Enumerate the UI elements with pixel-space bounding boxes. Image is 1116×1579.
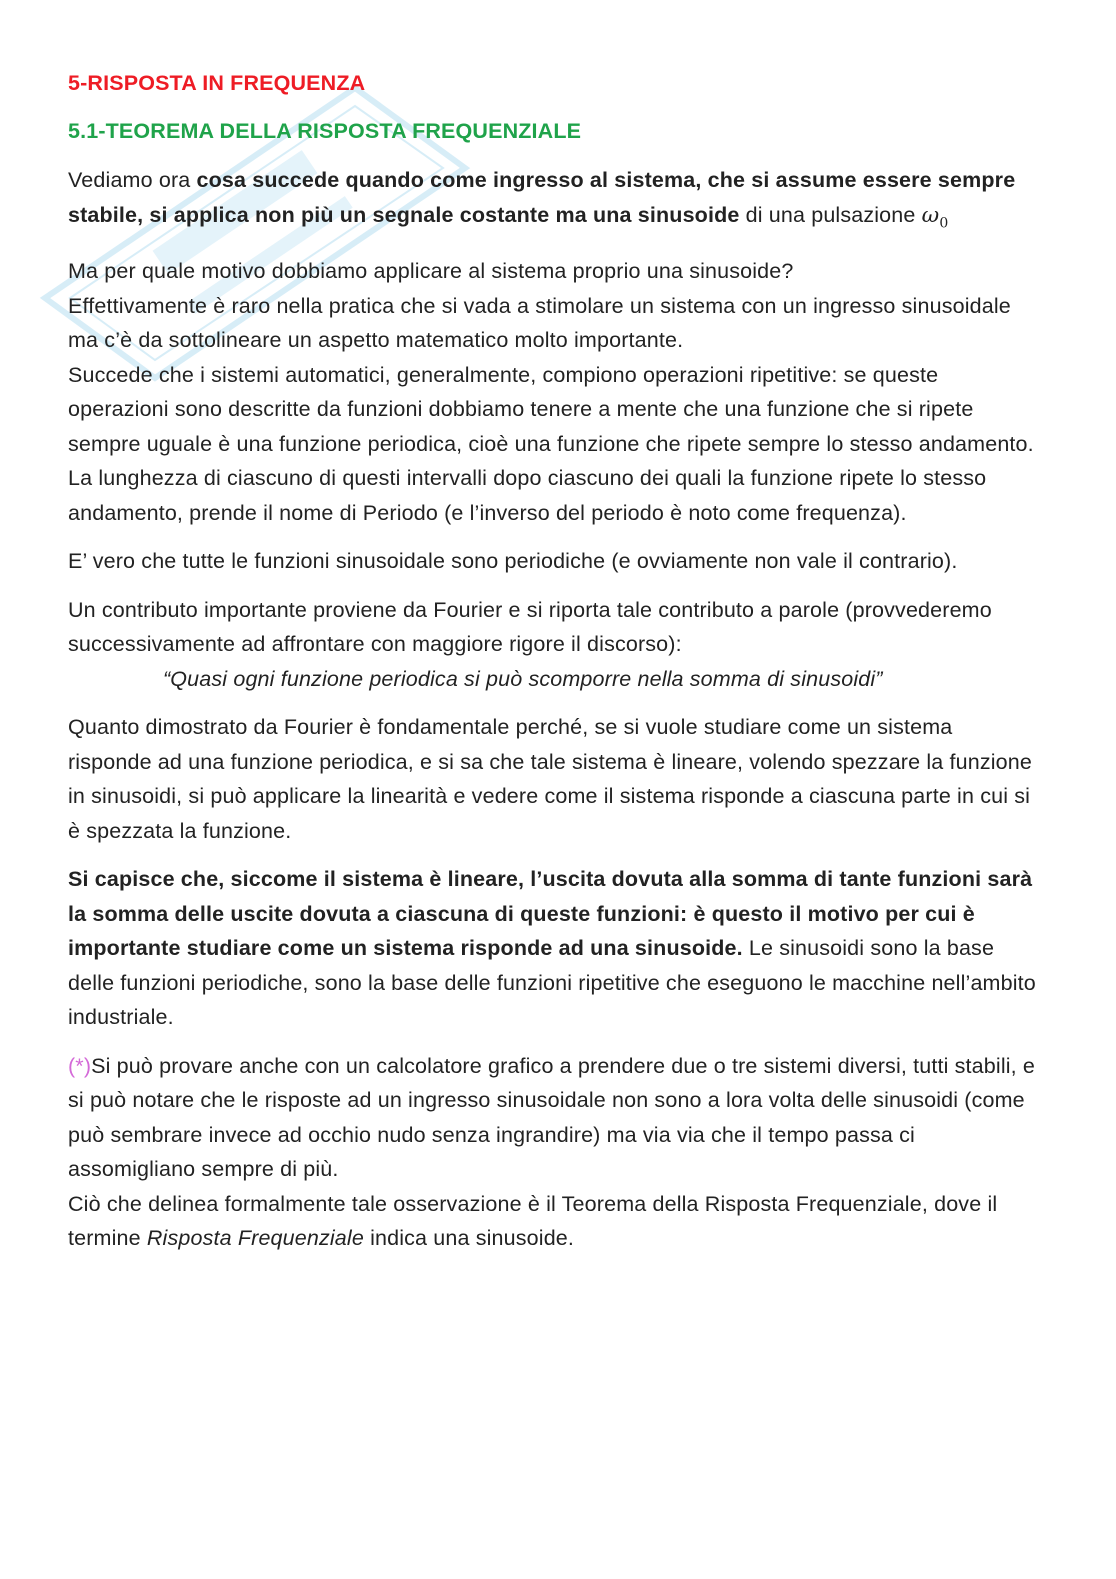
motivation-line-3: Succede che i sistemi automatici, generalmente, compiono operazioni ripetitive: se queste operazioni sono descritte da funzioni dobbiamo tenere a mente che una funzione che si ripete sempre uguale è una funzione periodica, cioè una funzione che ripete sempre lo stesso andamento. (68, 362, 1034, 456)
linearity-paragraph: Quanto dimostrato da Fourier è fondamentale perché, se si vuole studiare come un sistema risponde ad una funzione periodica, e si sa che tale sistema è lineare, volendo spezzare la funzione in sinusoidi, si può applicare la linearità e vedere come il sistema risponde a ciascuna parte in cui si è spezzata la funzione. (68, 715, 1032, 843)
note-text-1: Si può provare anche con un calcolatore grafico a prendere due o tre sistemi diversi, tutti stabili, e si può notare che le risposte ad un ingresso sinusoidale non sono a lora volta delle sinusoidi (come può sembrare invece ad occhio nudo senza ingrandire) ma via via che il tempo passa ci assomigliano sempre di più. (68, 1053, 1036, 1182)
note-marker: (*) (68, 1053, 92, 1078)
intro-text-1: Vediamo ora (68, 168, 197, 192)
fourier-text: Un contributo importante proviene da Fourier e si riporta tale contributo a parole (provvederemo successivamente ad affrontare con maggiore rigore il discorso): (68, 597, 992, 657)
periodic-paragraph: E’ vero che tutte le funzioni sinusoidale sono periodiche (e ovviamente non vale il contrario). (68, 549, 958, 574)
omega-subscript: 0 (939, 214, 949, 231)
fourier-quote: “Quasi ogni funzione periodica si può scomporre nella somma di sinusoidi” (163, 666, 883, 691)
omega-letter: ω (921, 202, 940, 228)
motivation-question: Ma per quale motivo dobbiamo applicare al sistema proprio una sinusoide? (68, 259, 794, 284)
motivation-line-4: La lunghezza di ciascuno di questi intervalli dopo ciascuno dei quali la funzione ripete lo stesso andamento, prende il nome di Periodo (e l’inverso del periodo è noto come frequenza). (68, 466, 987, 525)
note-text-2: Ciò che delinea formalmente tale osservazione è il Teorema della Risposta Frequenziale, dove il termine (68, 1191, 998, 1251)
note-italic-term: Risposta Frequenziale (146, 1226, 364, 1251)
conclusion-text: Le sinusoidi sono la base delle funzioni periodiche, sono la base delle funzioni ripetitive che eseguono le macchine nell’ambito industriale. (68, 936, 1036, 1030)
chapter-heading: 5-RISPOSTA IN FREQUENZA (68, 71, 366, 95)
note-paragraph (68, 1049, 1040, 1256)
conclusion-bold-text: Si capisce che, siccome il sistema è lineare, l’uscita dovuta alla somma di tante funzioni sarà la somma delle uscite dovuta a ciascuna di queste funzioni: è questo il motivo per cui è importante studiare come un sistema risponde ad una sinusoide. (68, 867, 1033, 961)
conclusion-paragraph (68, 862, 1040, 1035)
intro-bold-text: cosa succede quando come ingresso al sistema, che si assume essere sempre stabile, si applica non più un segnale costante ma una sinusoide (68, 168, 1016, 227)
document-body (68, 66, 1040, 1256)
motivation-line-2: Effettivamente è raro nella pratica che si vada a stimolare un sistema con un ingresso sinusoidale ma c’è da sottolineare un aspetto matematico molto importante. (68, 293, 1011, 353)
note-text-3: indica una sinusoide. (363, 1226, 575, 1251)
section-heading: 5.1-TEOREMA DELLA RISPOSTA FREQUENZIALE (68, 119, 582, 143)
intro-text-2: di una pulsazione (739, 202, 922, 227)
intro-paragraph (68, 163, 1040, 240)
fourier-paragraph (68, 593, 1040, 697)
omega-symbol (921, 202, 949, 231)
motivation-paragraph (68, 254, 1040, 530)
